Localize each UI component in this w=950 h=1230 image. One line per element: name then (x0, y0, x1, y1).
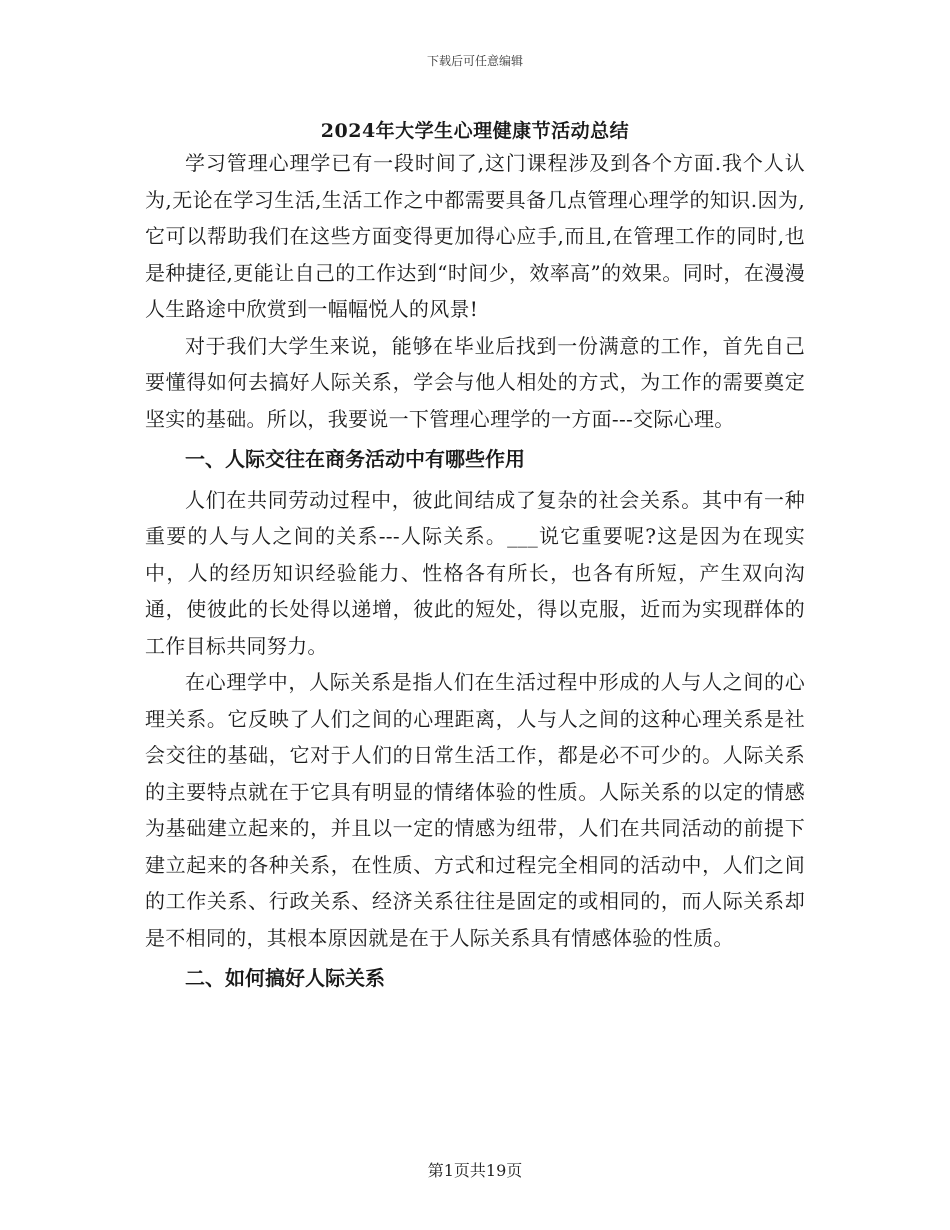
section-heading-2: 二、如何搞好人际关系 (185, 966, 385, 990)
page-header-note: 下载后可任意编辑 (426, 54, 523, 68)
document-body (145, 145, 805, 1001)
paragraph-intro: 学习管理心理学已有一段时间了,这门课程涉及到各个方面.我个人认为,无论在学习生活,生活工作之中都需要具备几点管理心理学的知识.因为,它可以帮助我们在这些方面变得更加得心应手,而且,在管理工作的同时,也是种捷径,更能让自己的工作达到“时间少，效率高”的效果。同时，在漫漫人生路途中欣赏到一幅幅悦人的风景! (145, 151, 805, 321)
document-title: 2024年大学生心理健康节活动总结 (320, 120, 630, 142)
page-footer-number: 第1页共19页 (427, 1161, 523, 1180)
section-heading-1: 一、人际交往在商务活动中有哪些作用 (185, 447, 525, 471)
paragraph-students: 对于我们大学生来说，能够在毕业后找到一份满意的工作，首先自己要懂得如何去搞好人际关系，学会与他人相处的方式，为工作的需要奠定坚实的基础。所以，我要说一下管理心理学的一方面---交际心理。 (145, 333, 805, 431)
paragraph-social-relations: 人们在共同劳动过程中，彼此间结成了复杂的社会关系。其中有一种重要的人与人之间的关系---人际关系。___说它重要呢?这是因为在现实中，人的经历知识经验能力、性格各有所长，也各有所短，产生双向沟通，使彼此的长处得以递增，彼此的短处，得以克服，近而为实现群体的工作目标共同努力。 (145, 487, 805, 658)
paragraph-psychology: 在心理学中，人际关系是指人们在生活过程中形成的人与人之间的心理关系。它反映了人们之间的心理距离，人与人之间的这种心理关系是社会交往的基础，它对于人们的日常生活工作，都是必不可少的。人际关系的主要特点就在于它具有明显的情绪体验的性质。人际关系的以定的情感为基础建立起来的，并且以一定的情感为纽带，人们在共同活动的前提下建立起来的各种关系，在性质、方式和过程完全相同的活动中，人们之间的工作关系、行政关系、经济关系往往是固定的或相同的，而人际关系却是不相同的，其根本原因就是在于人际关系具有情感体验的性质。 (145, 670, 805, 950)
